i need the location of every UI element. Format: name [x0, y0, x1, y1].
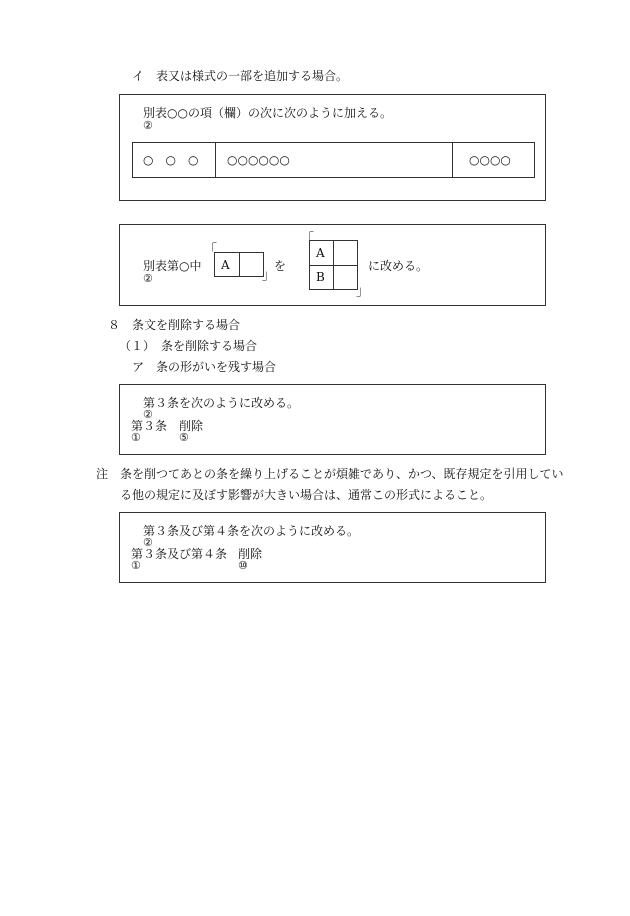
- section-i-heading: イ 表又は様式の一部を追加する場合。: [132, 69, 349, 83]
- wo-particle: を: [274, 259, 287, 273]
- marker-1: ①: [131, 431, 141, 444]
- box-instruction: 第３条を次のように改める。: [143, 396, 300, 410]
- table-cell: ○○○○: [469, 153, 511, 167]
- open-quote: 「: [301, 232, 315, 247]
- note-label: 注: [96, 467, 109, 481]
- table-cell: ○ ○ ○: [143, 153, 199, 167]
- marker-2: ②: [143, 272, 153, 285]
- deleted-label: 削除: [179, 419, 204, 433]
- marker-10: ⑩: [238, 559, 248, 572]
- section-8-heading: ８ 条文を削除する場合: [108, 318, 241, 332]
- marker-2: ②: [143, 119, 153, 132]
- open-quote: 「: [204, 243, 218, 258]
- table-cell: ○○○○○○: [227, 153, 290, 167]
- marker-2: ②: [143, 408, 153, 421]
- box-prefix: 別表第○中: [143, 259, 202, 273]
- subsection-a-heading: ア 条の形がいを残す場合: [132, 360, 277, 374]
- example-box-replace-cell: [119, 224, 546, 306]
- box-suffix: に改める。: [368, 259, 429, 273]
- article-label: 第３条: [131, 419, 168, 433]
- marker-2: ②: [143, 536, 153, 549]
- from-cell-table: [214, 252, 264, 277]
- close-quote: 」: [262, 268, 276, 283]
- box-instruction: 別表○○の項（欄）の次に次のように加える。: [143, 106, 392, 120]
- to-cell-table: [309, 240, 358, 290]
- cell-b: B: [316, 270, 325, 284]
- marker-5: ⑤: [179, 431, 189, 444]
- article-label: 第３条及び第４条: [131, 547, 228, 561]
- deleted-label: 削除: [238, 547, 263, 561]
- note-line-1: 条を削つてあとの条を繰り上げることが煩雑であり、かつ、既存規定を引用してい: [120, 467, 564, 481]
- example-box-delete-articles: [119, 512, 546, 583]
- note-line-2: る他の規定に及ぼす影響が大きい場合は、通常この形式によること。: [120, 488, 493, 502]
- example-box-delete-article: [119, 384, 546, 455]
- box-instruction: 第３条及び第４条を次のように改める。: [143, 524, 360, 538]
- cell-a: A: [316, 246, 325, 260]
- marker-1: ①: [131, 559, 141, 572]
- cell-a: A: [221, 258, 230, 272]
- close-quote: 」: [356, 284, 370, 299]
- sample-table-row: [132, 142, 535, 178]
- subsection-1-heading: （１） 条を削除する場合: [119, 339, 258, 353]
- example-box-add-row: [119, 94, 546, 201]
